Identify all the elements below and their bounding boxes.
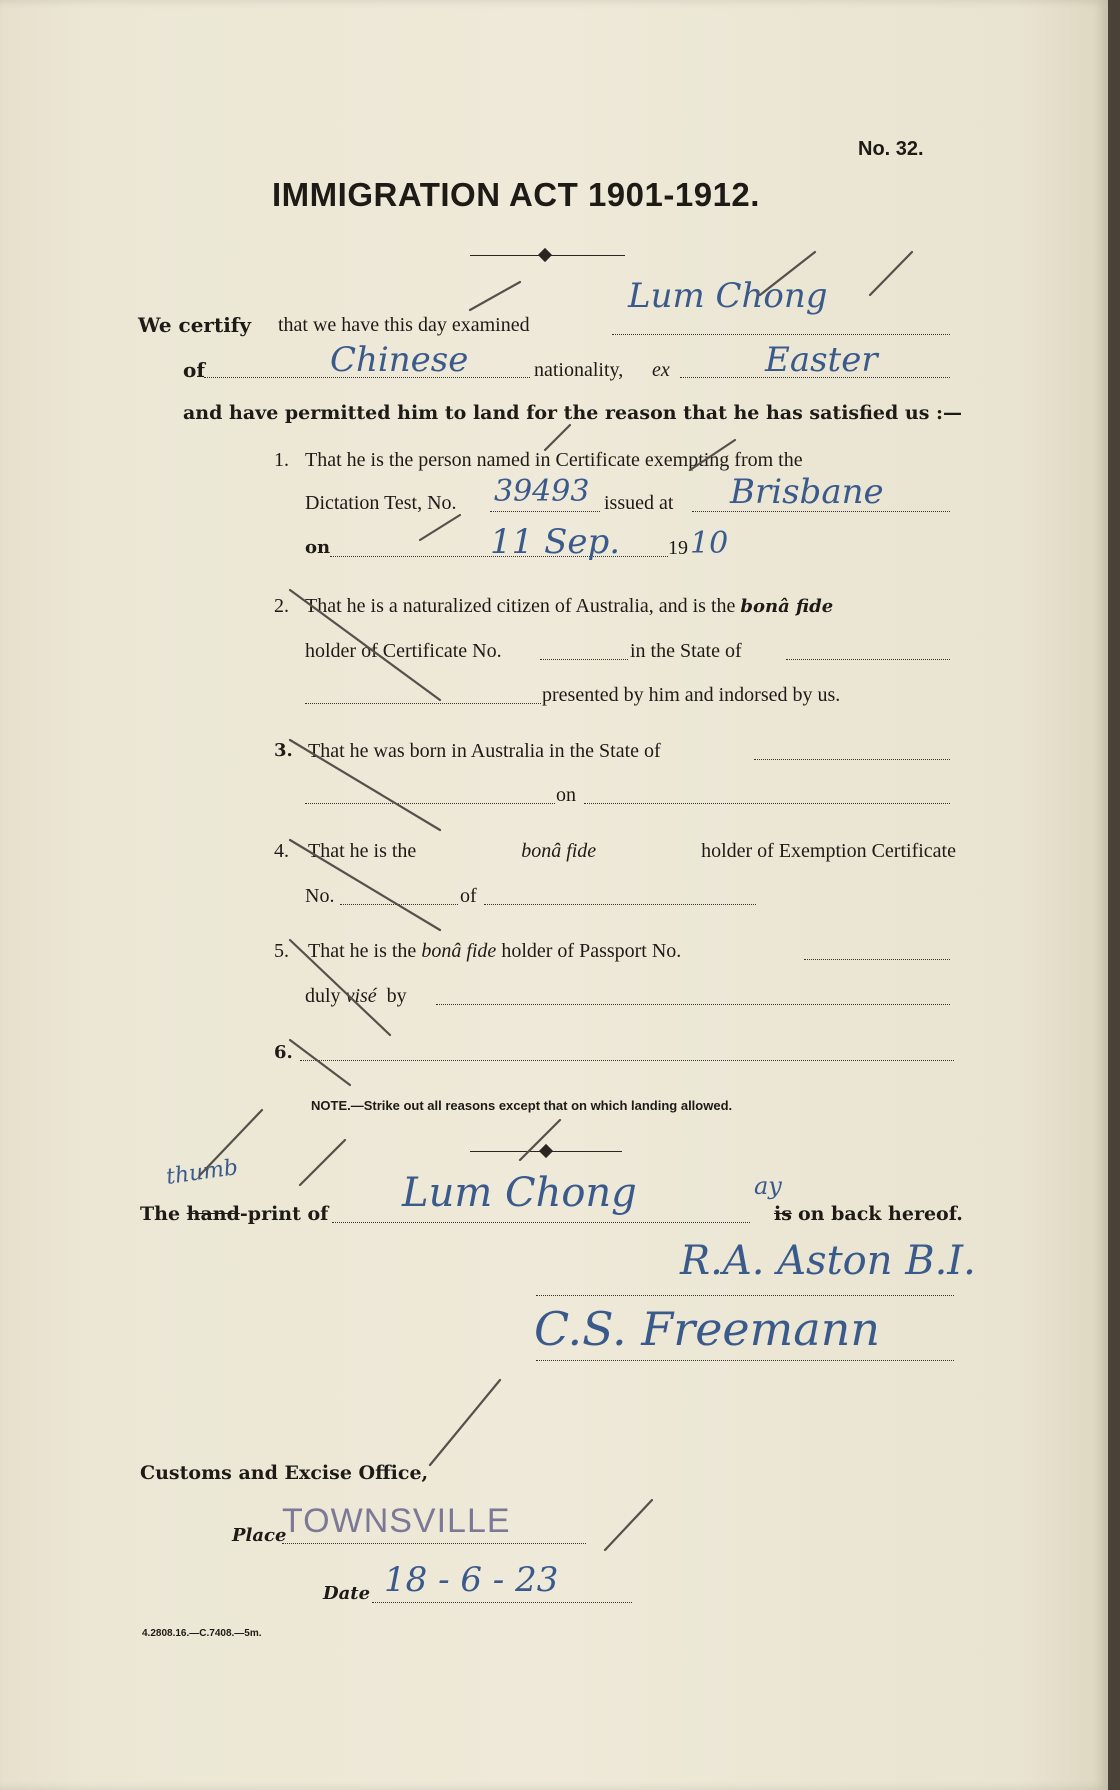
date-value: 18 - 6 - 23 bbox=[384, 1560, 559, 1600]
strike-stroke bbox=[290, 590, 440, 700]
ex-label: ex bbox=[652, 359, 670, 381]
permitted-text: and have permitted him to land for the reason that he has satisfied us :— bbox=[183, 402, 963, 424]
check-mark-icon bbox=[760, 252, 815, 295]
reason-2-bona-fide: bonâ fide bbox=[740, 596, 834, 617]
check-mark-icon bbox=[300, 1140, 345, 1185]
handprint-is-label: is bbox=[774, 1203, 792, 1225]
handprint-hand-label: hand bbox=[186, 1203, 240, 1225]
reason-3-on-label: on bbox=[556, 784, 576, 806]
reason-4-line-1b: holder of Exemption Certificate bbox=[701, 840, 956, 862]
reason-2-number: 2. bbox=[274, 595, 289, 617]
place-stamp: TOWNSVILLE bbox=[282, 1502, 511, 1540]
year-prefix: 19 bbox=[668, 537, 688, 559]
handprint-the-label: The bbox=[140, 1203, 181, 1225]
reason-5-vise-label: visé bbox=[345, 985, 377, 1007]
page-title: IMMIGRATION ACT 1901-1912. bbox=[272, 176, 760, 213]
reason-5-line-1b: holder of Passport No. bbox=[501, 940, 682, 962]
place-label: Place bbox=[232, 1525, 287, 1546]
handprint-print-label: -print of bbox=[239, 1203, 329, 1225]
of-label: of bbox=[183, 358, 205, 382]
examined-name-value: Lum Chong bbox=[628, 276, 828, 316]
nationality-value: Chinese bbox=[330, 340, 469, 380]
check-mark-icon bbox=[520, 1120, 560, 1160]
strike-stroke bbox=[290, 840, 440, 930]
issued-at-label: issued at bbox=[604, 492, 674, 514]
on-label: on bbox=[305, 537, 331, 558]
strike-stroke bbox=[290, 740, 440, 830]
reason-4-bona-fide: bonâ fide bbox=[521, 840, 597, 862]
strike-stroke bbox=[290, 1040, 350, 1085]
issued-date-value: 11 Sep. bbox=[490, 522, 621, 562]
check-mark-icon bbox=[545, 425, 570, 450]
reason-5-number: 5. bbox=[274, 940, 289, 962]
signature-2: C.S. Freemann bbox=[534, 1302, 880, 1356]
check-mark-icon bbox=[420, 515, 460, 540]
reason-2-line-1: That he is a naturalized citizen of Australia, and is the bbox=[305, 595, 736, 617]
ex-value: Easter bbox=[765, 340, 878, 380]
customs-office-label: Customs and Excise Office, bbox=[140, 1462, 429, 1484]
reason-5-line-1a: That he is the bbox=[308, 940, 417, 962]
handprint-suffix: on back hereof. bbox=[798, 1203, 963, 1225]
reason-4-of-label: of bbox=[460, 885, 477, 907]
print-code: 4.2808.16.—C.7408.—5m. bbox=[142, 1628, 262, 1639]
year-suffix: 10 bbox=[690, 526, 729, 561]
we-certify-label: We certify bbox=[138, 313, 252, 337]
reason-2-line-3: presented by him and indorsed by us. bbox=[542, 684, 841, 706]
thumb-annotation: thumb bbox=[164, 1155, 240, 1190]
reason-2-holder-label: holder of Certificate No. bbox=[305, 640, 502, 662]
reason-4-number: 4. bbox=[274, 840, 289, 862]
check-mark-icon bbox=[690, 440, 735, 470]
reason-5-duly-label: duly bbox=[305, 985, 341, 1007]
reason-1-line-1: That he is the person named in Certificate exempting from the bbox=[305, 449, 803, 471]
check-mark-icon bbox=[870, 252, 912, 295]
reason-5-by-label: by bbox=[386, 985, 407, 1007]
reason-1-number: 1. bbox=[274, 449, 289, 471]
issued-at-value: Brisbane bbox=[730, 472, 884, 512]
strike-note: NOTE.—Strike out all reasons except that on which landing allowed. bbox=[311, 1098, 733, 1113]
reason-2-state-label: in the State of bbox=[630, 640, 742, 662]
strike-stroke bbox=[290, 940, 390, 1035]
reason-6-number: 6. bbox=[274, 1042, 293, 1063]
reason-4-no-label: No. bbox=[305, 885, 335, 907]
signature-1: R.A. Aston B.I. bbox=[680, 1238, 976, 1284]
handprint-name-value: Lum Chong bbox=[402, 1170, 637, 1216]
date-label: Date bbox=[323, 1583, 371, 1604]
reason-4-line-1a: That he is the bbox=[308, 840, 417, 862]
form-number: No. 32. bbox=[858, 138, 924, 160]
examined-text: that we have this day examined bbox=[278, 314, 530, 336]
check-mark-icon bbox=[605, 1500, 652, 1550]
handprint-initials: ay bbox=[754, 1172, 782, 1200]
check-mark-icon bbox=[200, 1110, 262, 1175]
reason-3-line-1: That he was born in Australia in the State of bbox=[308, 740, 661, 762]
check-mark-icon bbox=[470, 282, 520, 310]
reason-3-number: 3. bbox=[274, 740, 293, 761]
check-mark-icon bbox=[430, 1380, 500, 1465]
reason-5-bona-fide: bonâ fide bbox=[421, 940, 497, 962]
reason-1-dictation-label: Dictation Test, No. bbox=[305, 492, 457, 514]
cert-no-value: 39493 bbox=[494, 474, 590, 509]
nationality-label: nationality, bbox=[534, 359, 624, 381]
